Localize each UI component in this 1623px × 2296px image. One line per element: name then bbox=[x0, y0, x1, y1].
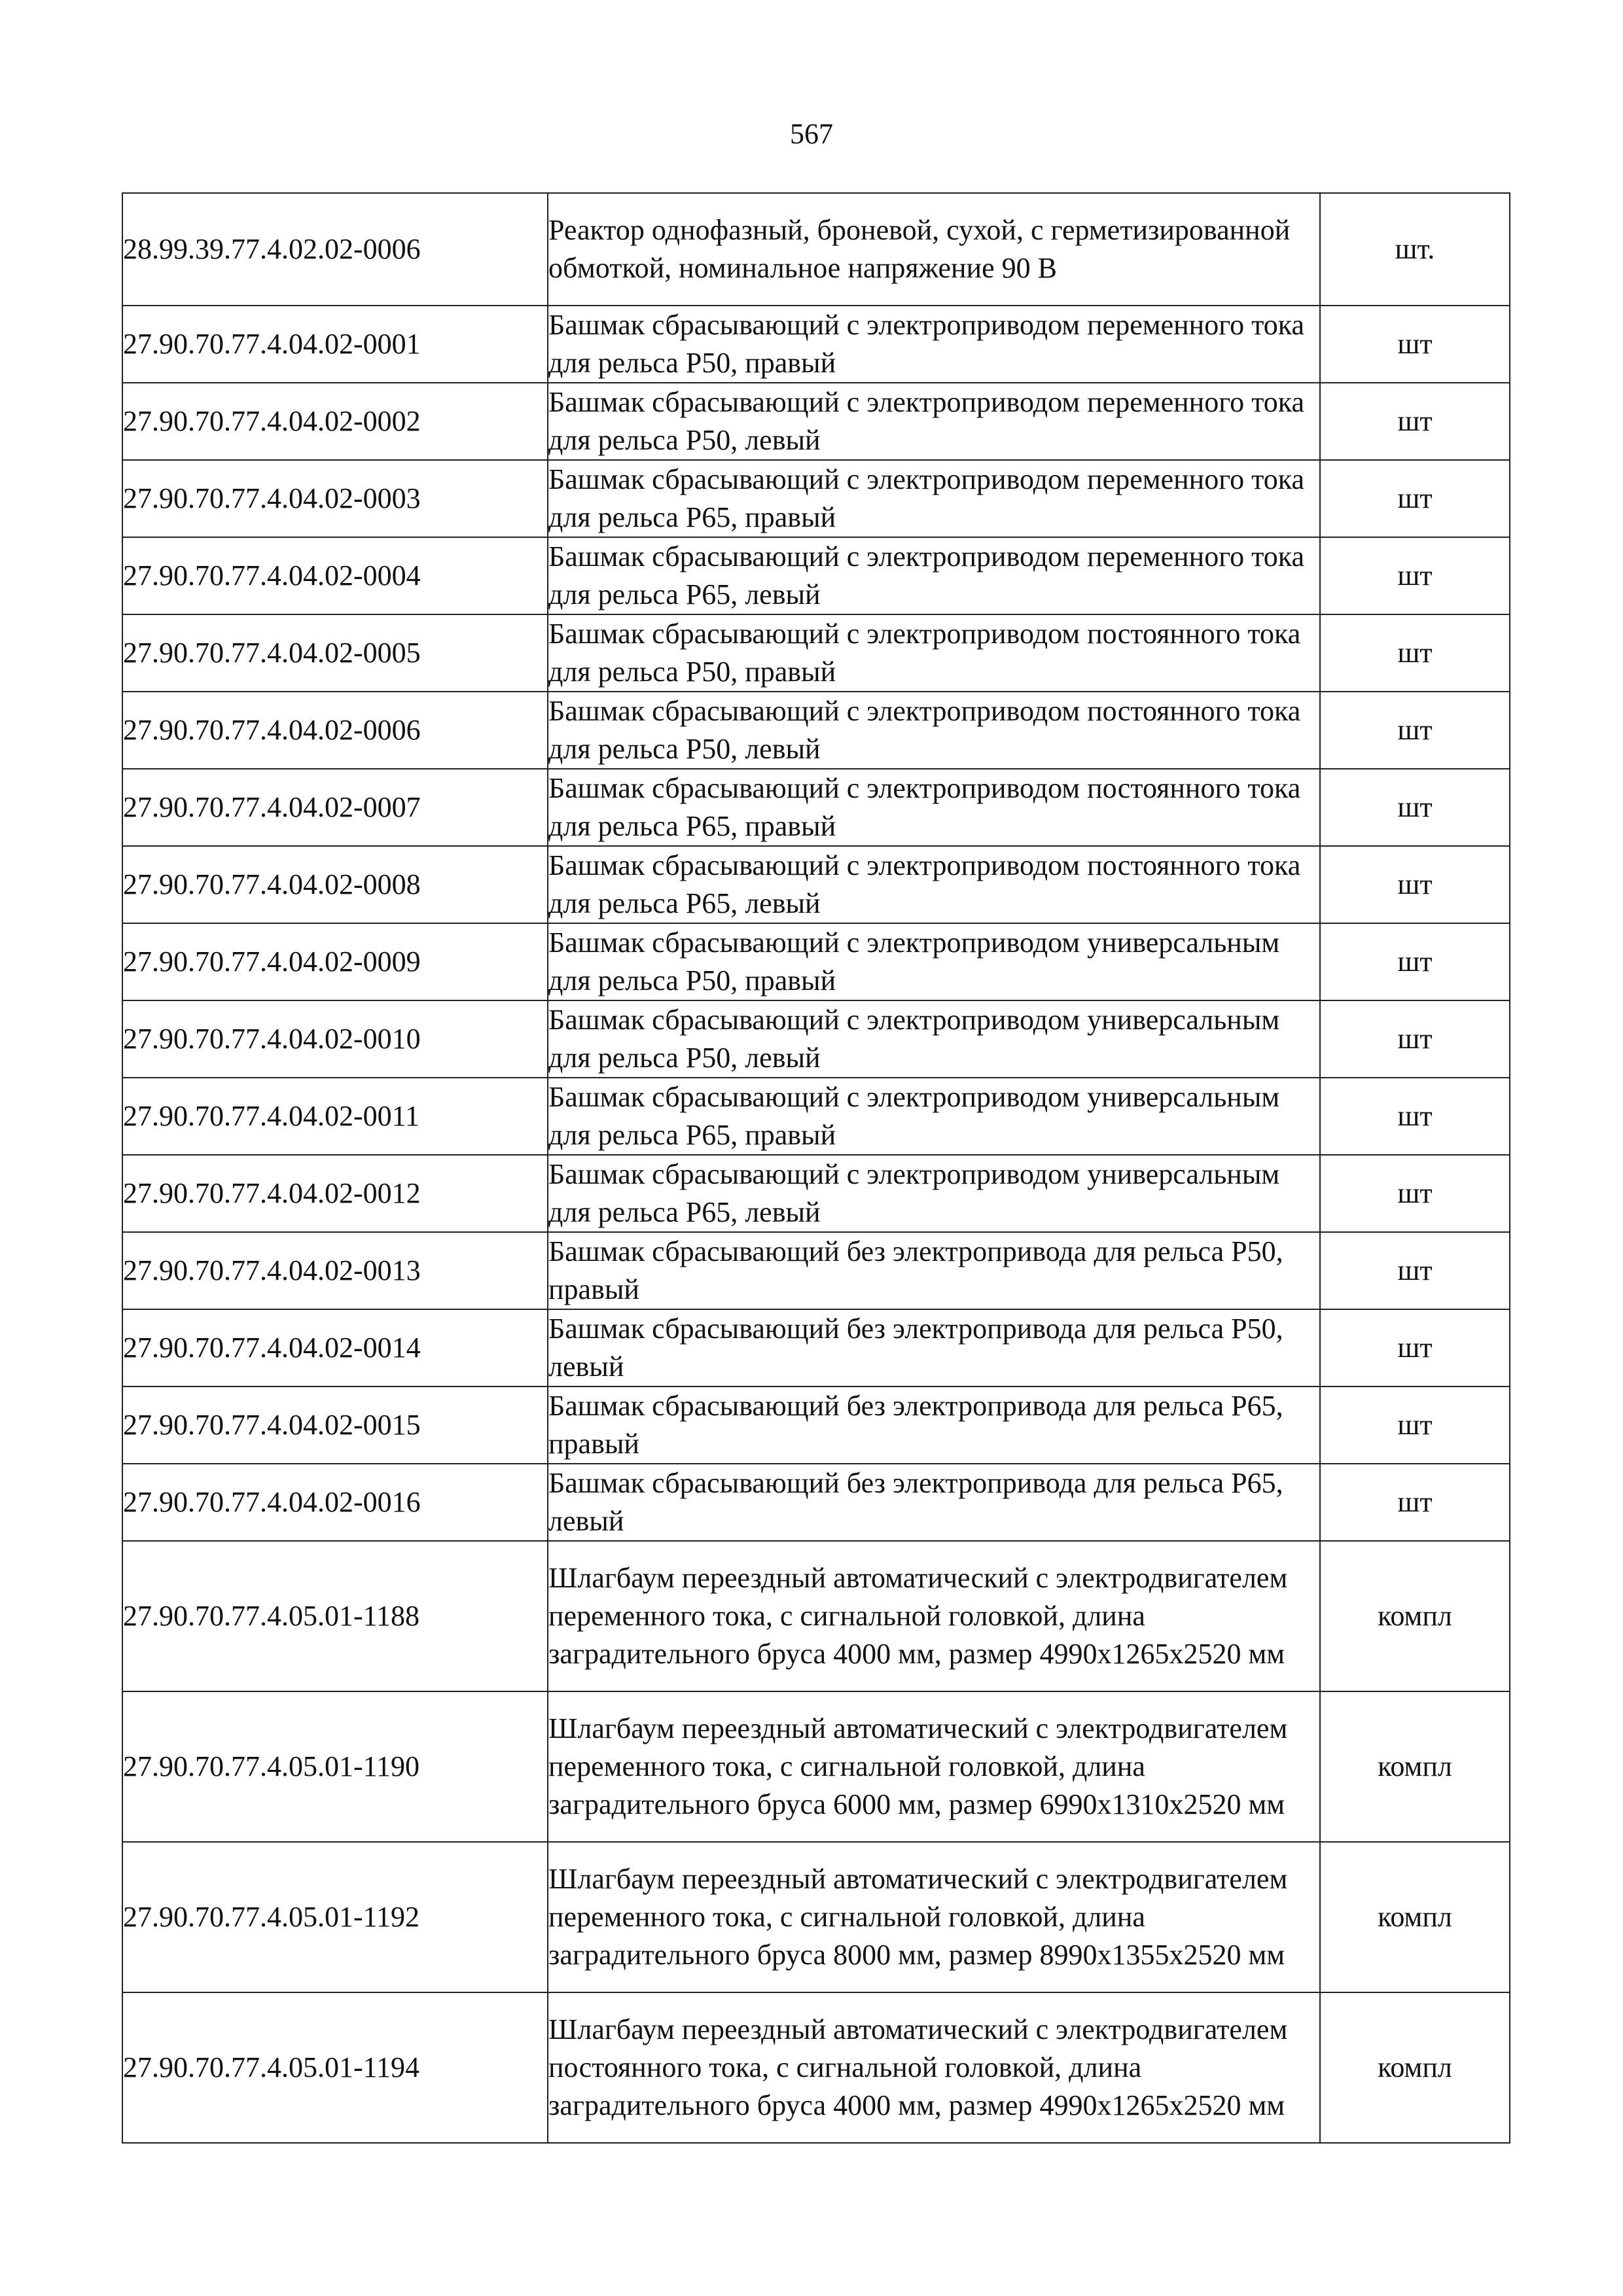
resource-code: 27.90.70.77.4.04.02-0005 bbox=[122, 614, 548, 692]
table-row bbox=[122, 1691, 1510, 1842]
unit-of-measure: шт bbox=[1320, 1309, 1510, 1386]
resource-code: 27.90.70.77.4.05.01-1188 bbox=[122, 1541, 548, 1691]
resource-code: 27.90.70.77.4.05.01-1192 bbox=[122, 1842, 548, 1992]
table-row bbox=[122, 1155, 1510, 1232]
table-row bbox=[122, 1386, 1510, 1464]
unit-of-measure: шт bbox=[1320, 1000, 1510, 1078]
unit-of-measure: шт bbox=[1320, 692, 1510, 769]
table-row bbox=[122, 1078, 1510, 1155]
table-row bbox=[122, 1232, 1510, 1309]
unit-of-measure: шт bbox=[1320, 923, 1510, 1000]
resource-code: 27.90.70.77.4.04.02-0016 bbox=[122, 1464, 548, 1541]
table-row bbox=[122, 1309, 1510, 1386]
table-row bbox=[122, 1464, 1510, 1541]
table-row bbox=[122, 692, 1510, 769]
table-row bbox=[122, 383, 1510, 460]
resource-code: 27.90.70.77.4.04.02-0012 bbox=[122, 1155, 548, 1232]
unit-of-measure: шт bbox=[1320, 769, 1510, 846]
resource-code: 27.90.70.77.4.04.02-0009 bbox=[122, 923, 548, 1000]
resource-name: Башмак сбрасывающий с электроприводом постоянного тока для рельса Р50, правый bbox=[548, 614, 1320, 692]
resource-code: 27.90.70.77.4.04.02-0013 bbox=[122, 1232, 548, 1309]
resource-name: Шлагбаум переездный автоматический с электродвигателем переменного тока, с сигнальной головкой, длина заградительного бруса 8000 мм, размер 8990х1355х2520 мм bbox=[548, 1842, 1320, 1992]
unit-of-measure: шт bbox=[1320, 846, 1510, 923]
resource-name: Башмак сбрасывающий с электроприводом постоянного тока для рельса Р65, левый bbox=[548, 846, 1320, 923]
resource-name: Башмак сбрасывающий с электроприводом переменного тока для рельса Р50, левый bbox=[548, 383, 1320, 460]
resource-code: 28.99.39.77.4.02.02-0006 bbox=[122, 193, 548, 306]
resource-name: Башмак сбрасывающий без электропривода для рельса Р65, правый bbox=[548, 1386, 1320, 1464]
unit-of-measure: шт bbox=[1320, 1155, 1510, 1232]
resource-code: 27.90.70.77.4.04.02-0010 bbox=[122, 1000, 548, 1078]
resource-name: Башмак сбрасывающий с электроприводом переменного тока для рельса Р65, правый bbox=[548, 460, 1320, 537]
unit-of-measure: шт bbox=[1320, 306, 1510, 383]
resource-code: 27.90.70.77.4.04.02-0004 bbox=[122, 537, 548, 614]
resource-name: Шлагбаум переездный автоматический с электродвигателем переменного тока, с сигнальной головкой, длина заградительного бруса 6000 мм, размер 6990х1310х2520 мм bbox=[548, 1691, 1320, 1842]
unit-of-measure: шт bbox=[1320, 1232, 1510, 1309]
unit-of-measure: шт bbox=[1320, 537, 1510, 614]
table-row bbox=[122, 923, 1510, 1000]
resource-code: 27.90.70.77.4.04.02-0011 bbox=[122, 1078, 548, 1155]
unit-of-measure: компл bbox=[1320, 1992, 1510, 2143]
resource-code: 27.90.70.77.4.05.01-1194 bbox=[122, 1992, 548, 2143]
unit-of-measure: шт bbox=[1320, 614, 1510, 692]
resource-table bbox=[122, 192, 1510, 2144]
resource-name: Башмак сбрасывающий с электроприводом универсальным для рельса Р65, правый bbox=[548, 1078, 1320, 1155]
resource-code: 27.90.70.77.4.04.02-0014 bbox=[122, 1309, 548, 1386]
table-row bbox=[122, 614, 1510, 692]
resource-name: Шлагбаум переездный автоматический с электродвигателем постоянного тока, с сигнальной головкой, длина заградительного бруса 4000 мм, размер 4990х1265х2520 мм bbox=[548, 1992, 1320, 2143]
unit-of-measure: шт bbox=[1320, 1078, 1510, 1155]
unit-of-measure: шт bbox=[1320, 1464, 1510, 1541]
table-row bbox=[122, 460, 1510, 537]
table-row bbox=[122, 193, 1510, 306]
resource-code: 27.90.70.77.4.04.02-0006 bbox=[122, 692, 548, 769]
resource-name: Башмак сбрасывающий с электроприводом переменного тока для рельса Р65, левый bbox=[548, 537, 1320, 614]
unit-of-measure: шт. bbox=[1320, 193, 1510, 306]
resource-code: 27.90.70.77.4.04.02-0003 bbox=[122, 460, 548, 537]
resource-name: Башмак сбрасывающий с электроприводом переменного тока для рельса Р50, правый bbox=[548, 306, 1320, 383]
page-number: 567 bbox=[790, 118, 833, 150]
resource-code: 27.90.70.77.4.04.02-0001 bbox=[122, 306, 548, 383]
unit-of-measure: шт bbox=[1320, 383, 1510, 460]
resource-code: 27.90.70.77.4.04.02-0002 bbox=[122, 383, 548, 460]
unit-of-measure: шт bbox=[1320, 460, 1510, 537]
table-row bbox=[122, 306, 1510, 383]
table-row bbox=[122, 1842, 1510, 1992]
resource-name: Реактор однофазный, броневой, сухой, с герметизированной обмоткой, номинальное напряжение 90 В bbox=[548, 193, 1320, 306]
resource-name: Башмак сбрасывающий с электроприводом универсальным для рельса Р50, правый bbox=[548, 923, 1320, 1000]
unit-of-measure: компл bbox=[1320, 1541, 1510, 1691]
table-row bbox=[122, 1992, 1510, 2143]
resource-code: 27.90.70.77.4.05.01-1190 bbox=[122, 1691, 548, 1842]
unit-of-measure: компл bbox=[1320, 1842, 1510, 1992]
resource-name: Башмак сбрасывающий без электропривода для рельса Р50, левый bbox=[548, 1309, 1320, 1386]
resource-name: Башмак сбрасывающий без электропривода для рельса Р65, левый bbox=[548, 1464, 1320, 1541]
unit-of-measure: компл bbox=[1320, 1691, 1510, 1842]
unit-of-measure: шт bbox=[1320, 1386, 1510, 1464]
resource-name: Башмак сбрасывающий без электропривода для рельса Р50, правый bbox=[548, 1232, 1320, 1309]
resource-name: Башмак сбрасывающий с электроприводом постоянного тока для рельса Р50, левый bbox=[548, 692, 1320, 769]
resource-code: 27.90.70.77.4.04.02-0015 bbox=[122, 1386, 548, 1464]
resource-name: Башмак сбрасывающий с электроприводом универсальным для рельса Р65, левый bbox=[548, 1155, 1320, 1232]
table-row bbox=[122, 769, 1510, 846]
table-row bbox=[122, 846, 1510, 923]
table-row bbox=[122, 1000, 1510, 1078]
table-row bbox=[122, 1541, 1510, 1691]
resource-code: 27.90.70.77.4.04.02-0007 bbox=[122, 769, 548, 846]
table-row bbox=[122, 537, 1510, 614]
resource-name: Башмак сбрасывающий с электроприводом постоянного тока для рельса Р65, правый bbox=[548, 769, 1320, 846]
resource-name: Шлагбаум переездный автоматический с электродвигателем переменного тока, с сигнальной головкой, длина заградительного бруса 4000 мм, размер 4990х1265х2520 мм bbox=[548, 1541, 1320, 1691]
resource-code: 27.90.70.77.4.04.02-0008 bbox=[122, 846, 548, 923]
resource-name: Башмак сбрасывающий с электроприводом универсальным для рельса Р50, левый bbox=[548, 1000, 1320, 1078]
